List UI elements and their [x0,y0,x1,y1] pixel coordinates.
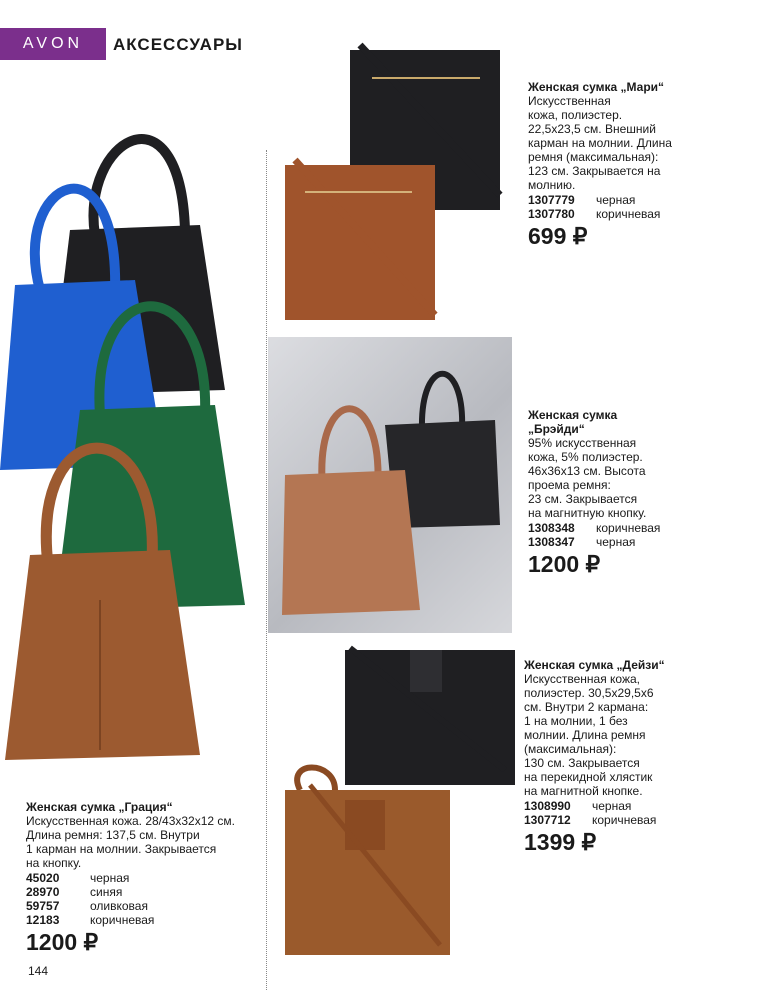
mari-desc-line: Искусственная [528,94,611,108]
brady-desc-line: 95% искусственная [528,436,637,450]
daisy-title: Женская сумка „Дейзи“ [524,658,665,672]
product-code: 28970 [26,885,60,899]
gracia-desc-line: 1 карман на молнии. Закрывается [26,842,217,856]
daisy-desc-line: 130 см. Закрывается [524,756,640,770]
brady-desc-line: на магнитную кнопку. [528,506,647,520]
daisy-desc-line: см. Внутри 2 кармана: [524,700,649,714]
product-code: 1307712 [524,813,571,827]
mari-title: Женская сумка „Мари“ [528,80,665,94]
product-color: черная [592,799,632,813]
product-color: коричневая [596,521,661,535]
product-code: 1308347 [528,535,575,549]
daisy-description [524,658,754,855]
product-color: черная [596,535,636,549]
gracia-desc-line: на кнопку. [26,856,82,870]
page-number: 144 [28,964,49,978]
gracia-desc-line: Искусственная кожа. 28/43х32х12 см. [26,814,235,828]
product-color: коричневая [592,813,657,827]
gracia-desc-line: Длина ремня: 137,5 см. Внутри [26,828,200,842]
gracia-price: 1200 ₽ [26,929,99,955]
brady-description [528,408,753,577]
mari-desc-line: ремня (максимальная): [528,150,659,164]
daisy-desc-line: на магнитной кнопке. [524,784,643,798]
daisy-desc-line: Искусственная кожа, [524,672,641,686]
brady-desc-line: 46х36х13 см. Высота [528,464,646,478]
mari-desc-line: кожа, полиэстер. [528,108,623,122]
product-code: 1308990 [524,799,571,813]
product-code: 1307780 [528,207,575,221]
product-code: 59757 [26,899,60,913]
daisy-desc-line: 1 на молнии, 1 без [524,714,628,728]
daisy-desc-line: на перекидной хлястик [524,770,653,784]
gracia-title: Женская сумка „Грация“ [26,800,173,814]
mari-price: 699 ₽ [528,223,588,249]
product-color: оливковая [90,899,148,913]
mari-description [528,80,753,249]
product-color: коричневая [596,207,661,221]
product-color: коричневая [90,913,155,927]
product-color: черная [90,871,130,885]
brand-logo: AVON [0,28,106,60]
brady-desc-line: проема ремня: [528,478,611,492]
product-color: синяя [90,885,123,899]
daisy-brown-bag-image [285,768,450,956]
product-code: 12183 [26,913,60,927]
mari-desc-line: 22,5х23,5 см. Внешний [528,122,656,136]
daisy-desc-line: молнии. Длина ремня [524,728,646,742]
mari-brown-bag-image [285,160,435,320]
gracia-description [26,800,266,955]
product-code: 1308348 [528,521,575,535]
brady-price: 1200 ₽ [528,551,601,577]
brady-title-name: „Брэйди“ [528,422,585,436]
daisy-desc-line: (максимальная): [524,742,617,756]
product-color: черная [596,193,636,207]
brady-desc-line: 23 см. Закрывается [528,492,638,506]
mari-desc-line: 123 см. Закрывается на [528,164,661,178]
daisy-black-bag-image [345,648,515,785]
brady-desc-line: кожа, 5% полиэстер. [528,450,643,464]
product-code: 1307779 [528,193,575,207]
mari-desc-line: молнию. [528,178,576,192]
mari-desc-line: карман на молнии. Длина [528,136,672,150]
daisy-desc-line: полиэстер. 30,5х29,5х6 [524,686,654,700]
section-title: АКСЕССУАРЫ [113,35,243,54]
daisy-price: 1399 ₽ [524,829,597,855]
brady-title: Женская сумка [528,408,618,422]
product-code: 45020 [26,871,60,885]
